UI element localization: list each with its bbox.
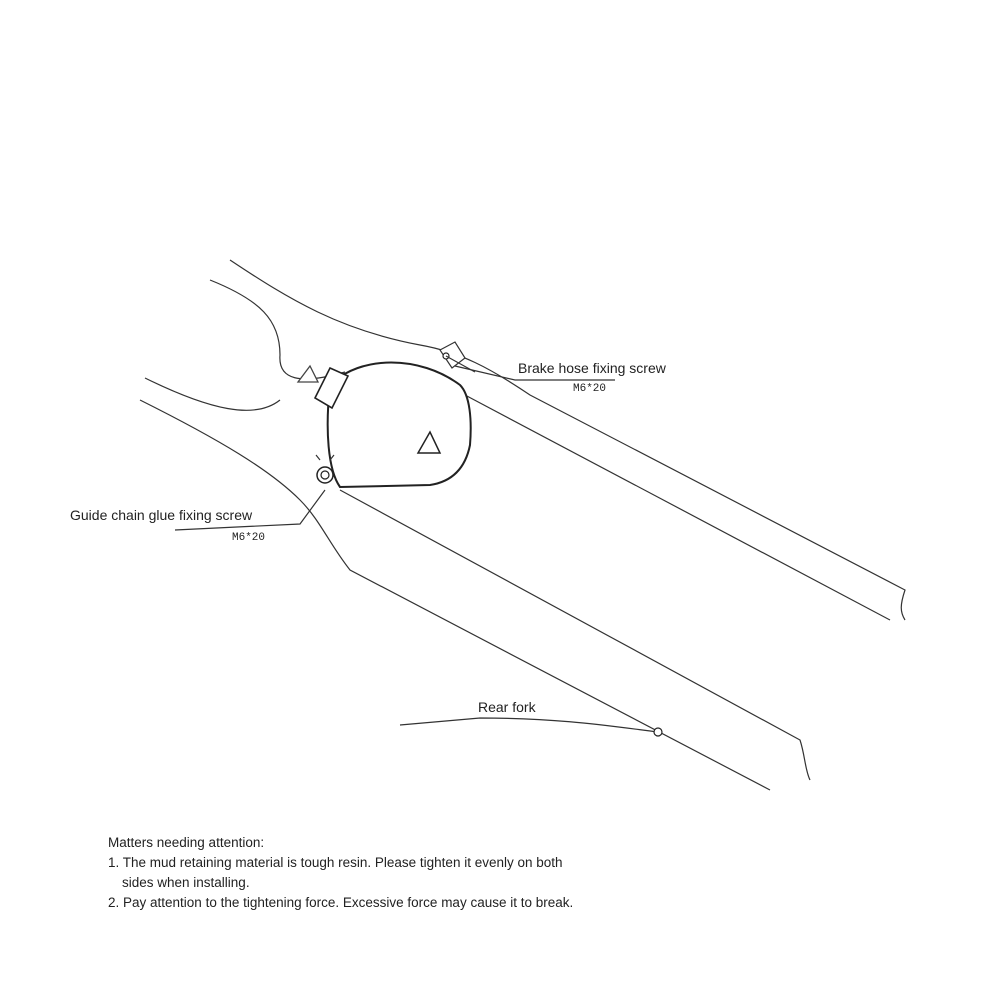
guide-chain-screw bbox=[316, 455, 334, 483]
guide-chain-label: Guide chain glue fixing screw bbox=[70, 507, 253, 523]
brake-hose-screw bbox=[440, 342, 475, 372]
rear-fork-pointer bbox=[654, 728, 662, 736]
note-item-1: 1. The mud retaining material is tough resin. Please tighten it evenly on both bbox=[108, 855, 563, 870]
note-item-2: 2. Pay attention to the tightening force. Excessive force may cause it to break. bbox=[108, 895, 574, 910]
rear-fork-leader bbox=[400, 718, 658, 732]
notes-heading: Matters needing attention: bbox=[108, 835, 265, 850]
guide-chain-spec: M6*20 bbox=[232, 532, 266, 544]
note-item-1-cont: sides when installing. bbox=[122, 875, 250, 890]
brake-hose-label: Brake hose fixing screw bbox=[518, 360, 666, 376]
triangle-mark-frame bbox=[298, 366, 318, 382]
brake-hose-spec: M6*20 bbox=[573, 383, 607, 395]
rear-fork-label: Rear fork bbox=[478, 699, 536, 715]
attention-notes bbox=[108, 833, 828, 913]
